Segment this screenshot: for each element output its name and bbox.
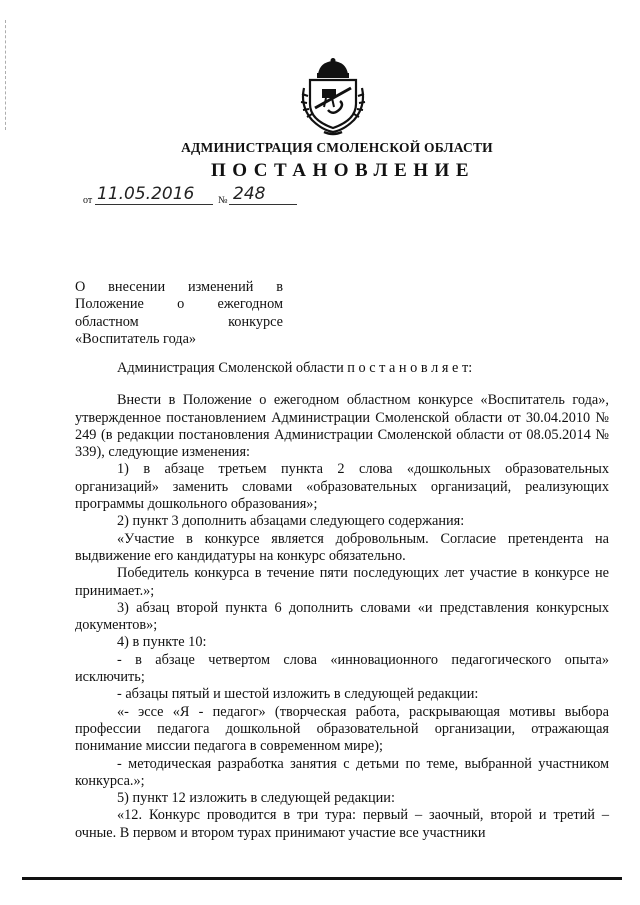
page-bottom-rule (22, 877, 622, 880)
date-number-line (83, 186, 333, 210)
handwritten-number: 248 (233, 184, 266, 204)
paragraph: 5) пункт 12 изложить в следующей редакции: (117, 790, 395, 807)
paragraph: 4) в пункте 10: (117, 634, 207, 651)
date-prefix: от (83, 195, 93, 206)
paragraph: - абзацы пятый и шестой изложить в следующей редакции: (117, 686, 479, 703)
paragraph: Внести в Положение о ежегодном областном конкурсе «Воспитатель года», утвержденное постановлением Администрации Смоленской области от 30.04.2010 № 249 (в редакции постановления Администрации Смоленской области от 08.05.2014 № 339), следующие изменения: (75, 392, 609, 461)
organization-name: АДМИНИСТРАЦИЯ СМОЛЕНСКОЙ ОБЛАСТИ (181, 140, 493, 155)
document-body (75, 360, 609, 842)
subject-line: О внесении изменений в (75, 279, 283, 295)
document-title: ПОСТАНОВЛЕНИЕ (210, 160, 476, 181)
paragraph: 2) пункт 3 дополнить абзацами следующего содержания: (117, 513, 465, 530)
date-underline (95, 204, 213, 205)
handwritten-date: 11.05.2016 (97, 184, 195, 204)
scan-margin-mark (5, 20, 9, 130)
paragraph: «Участие в конкурсе является добровольным. Согласие претендента на выдвижение его кандидатуры на конкурс обязательно. (75, 530, 609, 564)
document-subject (75, 279, 283, 348)
coat-of-arms-emblem (298, 58, 368, 136)
decree-intro: Администрация Смоленской области п о с т а н о в л я е т: (117, 360, 473, 376)
paragraph: «12. Конкурс проводится в три тура: первый – заочный, второй и третий – очные. В первом и втором турах принимают участие все участники (75, 807, 609, 841)
paragraph: 3) абзац второй пункта 6 дополнить словами «и представления конкурсных документов»; (75, 599, 609, 634)
subject-line: Положение о ежегодном (75, 296, 283, 313)
paragraph: - методическая разработка занятия с детьми по теме, выбранной участником конкурса.»; (75, 755, 609, 789)
subject-line: областном конкурсе (75, 313, 283, 330)
paragraph: 1) в абзаце третьем пункта 2 слова «дошкольных образовательных организаций» заменить словами «образовательных организаций, реализующих программы дошкольного образования»; (75, 461, 609, 513)
number-underline (229, 204, 297, 205)
subject-line: «Воспитатель года» (75, 330, 197, 347)
paragraph: «- эссе «Я - педагог» (творческая работа, раскрывающая мотивы выбора профессии педагога дошкольной образовательной организации, отражающая понимание миссии педагога в современном мире); (75, 703, 609, 755)
paragraph: - в абзаце четвертом слова «инновационного педагогического опыта» исключить; (75, 651, 609, 686)
number-prefix: № (218, 195, 228, 206)
paragraph: Победитель конкурса в течение пяти последующих лет участие в конкурсе не принимает.»; (75, 565, 609, 599)
